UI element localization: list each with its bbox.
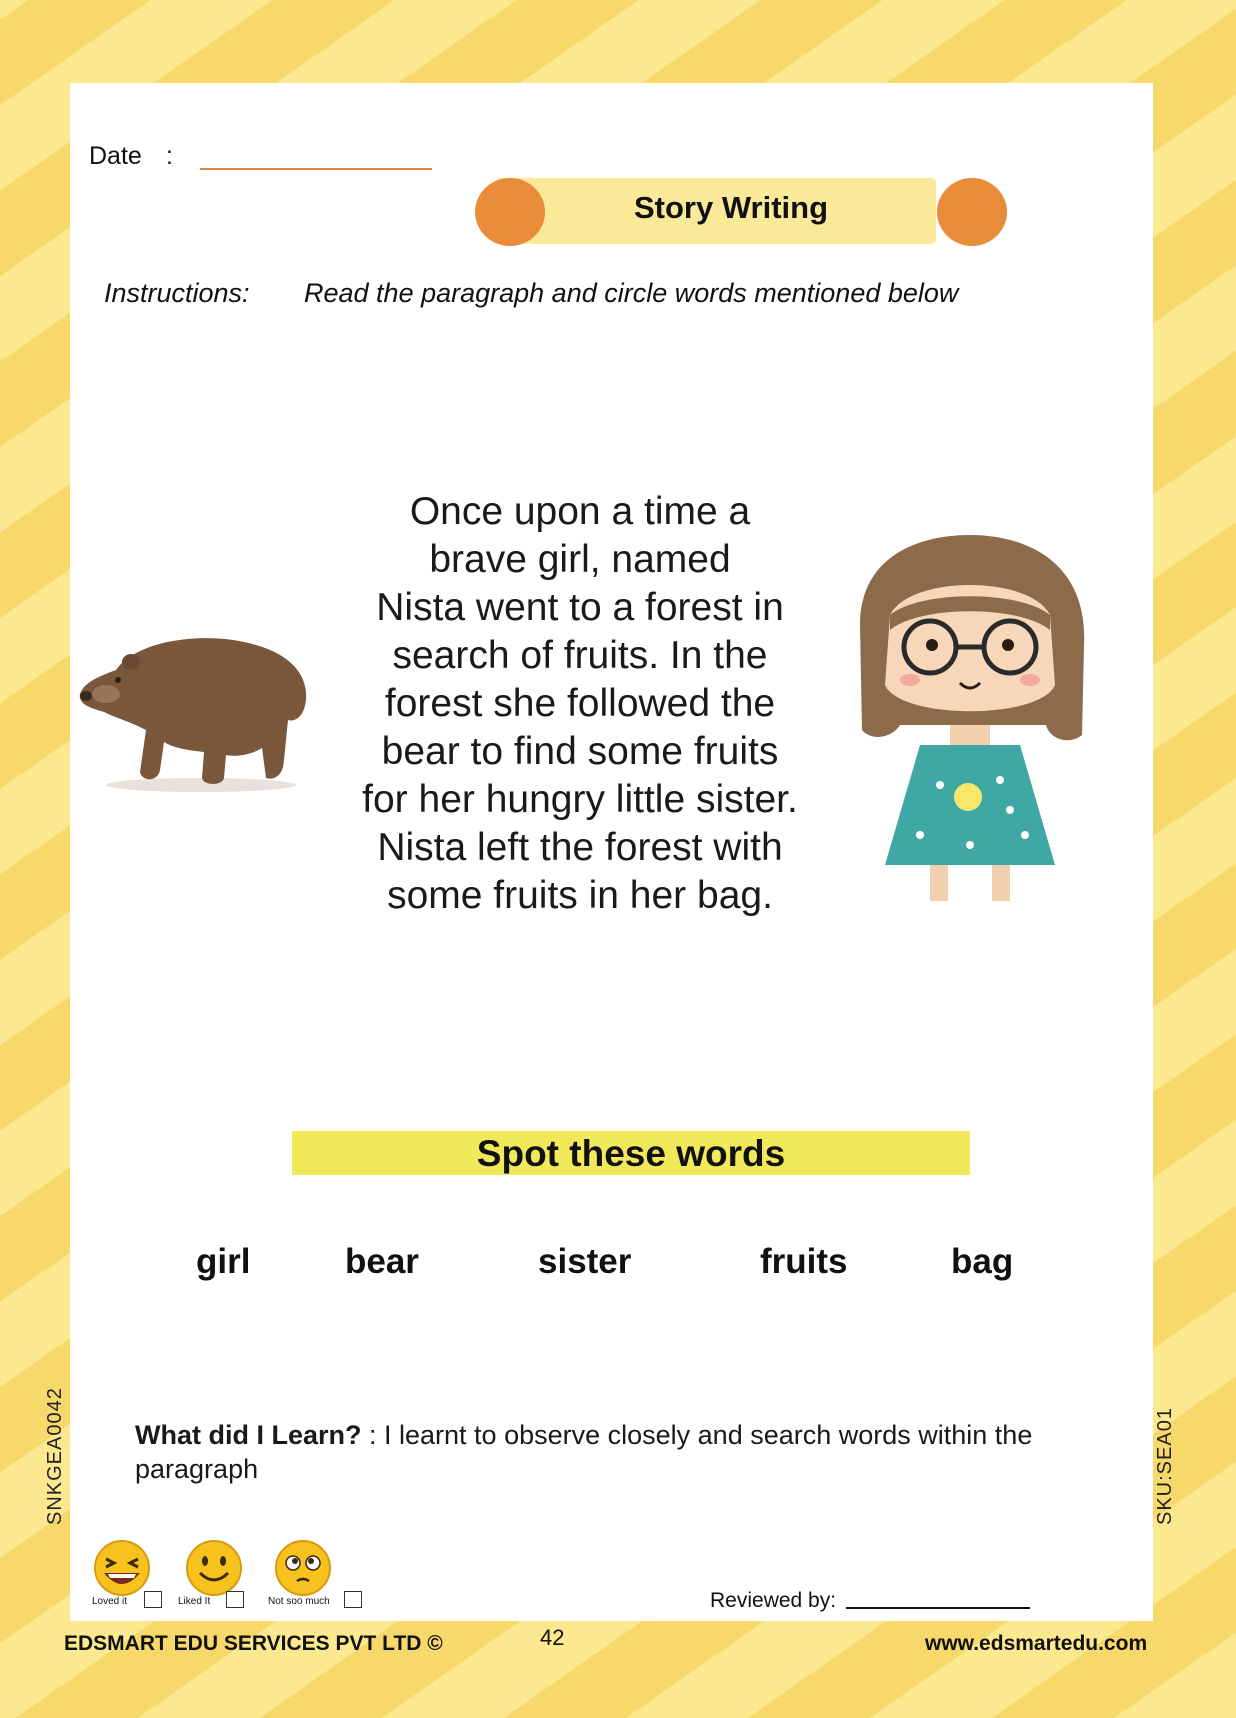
feedback-label-liked: Liked It: [178, 1596, 211, 1607]
learning-summary: [135, 1418, 1035, 1486]
story-line: for her hungry little sister.: [362, 778, 798, 821]
unsure-emoji-icon: [271, 1539, 335, 1597]
feedback-checkbox-not-much[interactable]: [344, 1591, 362, 1608]
laughing-emoji-icon: [90, 1539, 154, 1597]
footer-company: EDSMART EDU SERVICES PVT LTD ©: [64, 1632, 443, 1655]
footer-website[interactable]: www.edsmartedu.com: [925, 1632, 1148, 1655]
feedback-checkbox-loved[interactable]: [144, 1591, 162, 1608]
instructions-text: Read the paragraph and circle words mentioned below: [304, 278, 959, 308]
spot-word-bag: bag: [951, 1242, 1014, 1281]
spot-word-bear: bear: [345, 1242, 419, 1281]
page-title: Story Writing: [633, 190, 829, 225]
page-number: 42: [540, 1625, 565, 1650]
reviewed-by-line[interactable]: [846, 1607, 1030, 1609]
date-input-line[interactable]: [200, 168, 432, 170]
date-label: Date: [89, 142, 142, 170]
learning-label: What did I Learn?: [135, 1420, 362, 1450]
spot-word-sister: sister: [538, 1242, 632, 1281]
spot-word-fruits: fruits: [760, 1242, 848, 1281]
spot-word-girl: girl: [196, 1242, 251, 1281]
worksheet-code: SNKGEA0042: [44, 1387, 66, 1525]
story-line: some fruits in her bag.: [387, 874, 773, 917]
instructions-label: Instructions:: [104, 278, 250, 308]
feedback-label-loved: Loved it: [92, 1596, 128, 1607]
story-line: brave girl, named: [429, 538, 731, 581]
girl-illustration: [850, 535, 1090, 905]
reviewed-by-label: Reviewed by:: [710, 1589, 837, 1612]
feedback-label-not-much: Not soo much: [268, 1596, 330, 1607]
bear-illustration: [76, 630, 316, 795]
feedback-checkbox-liked[interactable]: [226, 1591, 244, 1608]
learning-text: : I learnt to observe closely and search words within the paragraph: [135, 1420, 1033, 1484]
smiling-emoji-icon: [182, 1539, 246, 1597]
story-line: Nista left the forest with: [377, 826, 783, 869]
story-line: forest she followed the: [384, 682, 776, 725]
story-line: bear to find some fruits: [381, 730, 779, 773]
sku-code: SKU:SEA01: [1154, 1407, 1176, 1525]
story-paragraph: [320, 488, 840, 920]
date-colon: :: [166, 142, 173, 170]
story-line: Nista went to a forest in: [376, 586, 784, 629]
story-line: search of fruits. In the: [392, 634, 768, 677]
story-line: Once upon a time a: [409, 490, 751, 533]
spot-words-title: Spot these words: [476, 1133, 786, 1174]
